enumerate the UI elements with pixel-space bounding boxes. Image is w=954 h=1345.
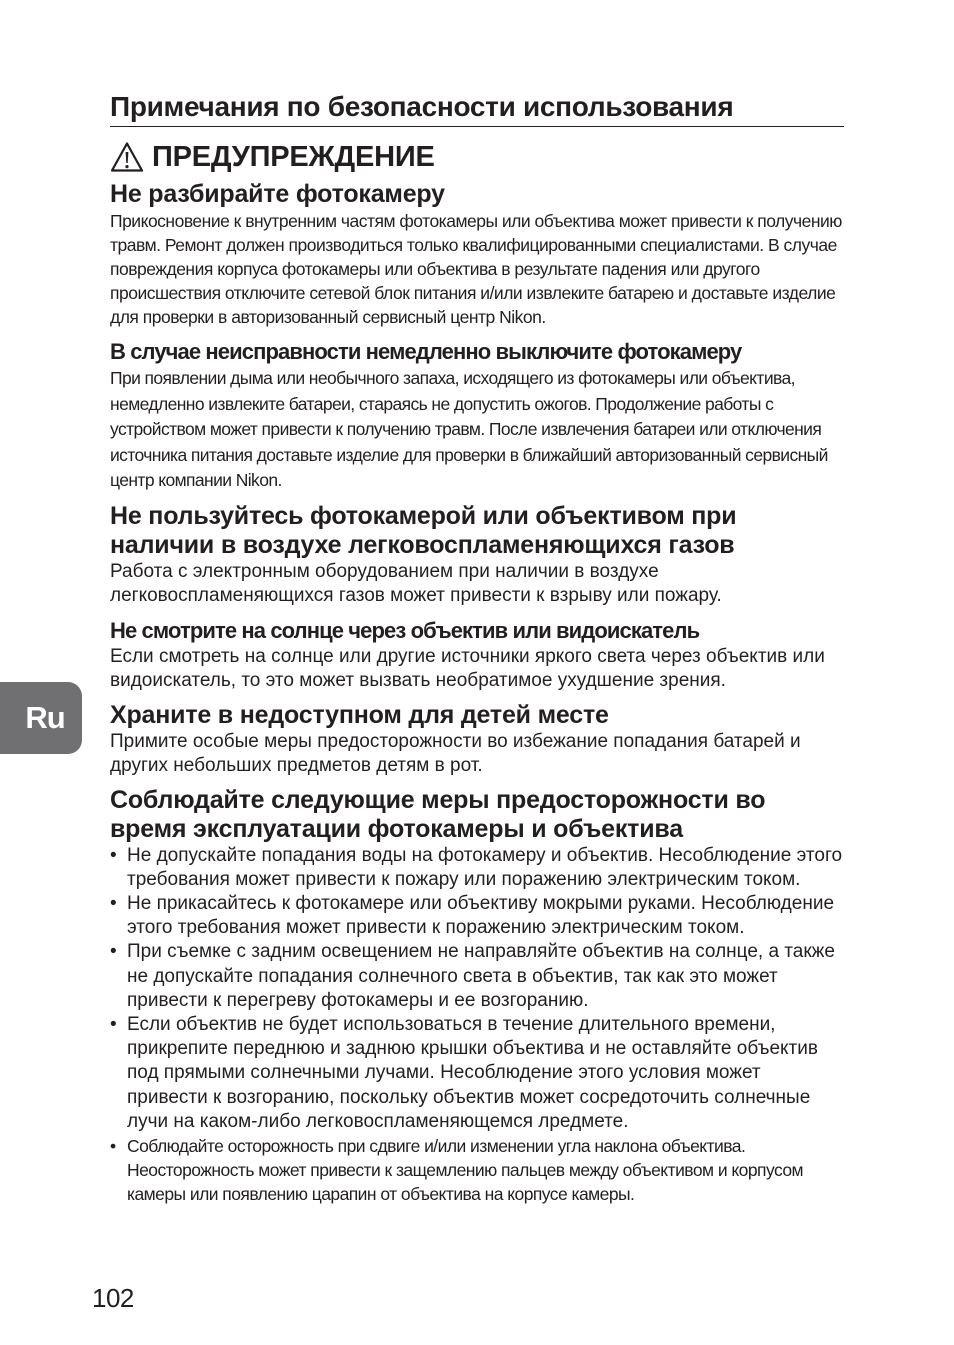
section-heading: Не разбирайте фотокамеру [110, 180, 445, 208]
section-malfunction [110, 337, 844, 494]
language-tab [0, 682, 82, 754]
section-text: Прикосновение к внутренним частям фотокамеры или объектива может привести к получению травм. Ремонт должен производиться только квалифицированными специалистами. В случае повреждения корпуса фотокамеры или объектива в результате падения или другого происшествия отключите сетевой блок питания и/или извлеките батарею и доставьте изделие для проверки в авторизованный сервисный центр Nikon. [110, 211, 842, 327]
bullet-icon: • [110, 844, 117, 866]
list-item [110, 892, 844, 940]
content [110, 180, 844, 1207]
bullet-icon: • [110, 941, 117, 963]
bullet-icon: • [110, 892, 117, 914]
list-item [110, 1013, 844, 1134]
warning-triangle-icon [110, 141, 144, 173]
section-text: Работа с электронным оборудованием при наличии в воздухе легковоспламеняющихся газов может привести к взрыву или пожару. [110, 560, 722, 606]
list-item [110, 940, 844, 1013]
list-item-text: Если объектив не будет использоваться в течение длительного времени, прикрепите переднюю и заднюю крышки объектива и не оставляйте объектив под прямыми солнечными лучами. Несоблюдение этого условия может привести к возгоранию, поскольку объектив может сосредоточить солнечные лучи на каком-либо легковоспламеняющемся лредмете. [127, 1013, 818, 1132]
warning-header [110, 139, 435, 175]
list-item-text: Не допускайте попадания воды на фотокамеру и объектив. Несоблюдение этого требования может привести к пожару или поражению электрическим током. [127, 844, 843, 890]
list-item-text: При съемке с задним освещением не направляйте объектив на солнце, а также не допускайте попадания солнечного света в объектив, так как это может привести к перегреву фотокамеры и ее возгоранию. [127, 941, 835, 1011]
warning-title: ПРЕДУПРЕЖДЕНИЕ [152, 141, 435, 173]
bullet-icon: • [110, 1135, 116, 1156]
section-heading: Соблюдайте следующие меры предосторожности во время эксплуатации фотокамеры и объектива [110, 785, 766, 843]
section-disassembly [110, 180, 844, 329]
section-heading: Не пользуйтесь фотокамерой или объективом при наличии в воздухе легковоспламеняющихся газов [110, 501, 737, 559]
section-text: Примите особые меры предосторожности во избежание попадания батарей и других небольших предметов детям в рот. [110, 730, 801, 776]
section-sun-viewing [110, 616, 844, 693]
list-item [110, 1134, 844, 1207]
section-heading: В случае неисправности немедленно выключите фотокамеру [110, 339, 742, 364]
page-number: 102 [92, 1283, 134, 1313]
language-tab-label: Ru [25, 700, 65, 735]
list-item-text: Соблюдайте осторожность при сдвиге и/или изменении угла наклона объектива. Неосторожность может привести к защемлению пальцев между объективом и корпусом камеры или появлению царапин от объектива на корпусе камеры. [127, 1135, 804, 1205]
section-heading: Храните в недоступном для детей месте [110, 700, 609, 729]
precautions-list [110, 844, 844, 1207]
page-title: Примечания по безопасности использования [110, 89, 844, 127]
bullet-icon: • [110, 1013, 117, 1035]
list-item [110, 844, 844, 892]
section-heading: Не смотрите на солнце через объектив или видоискатель [110, 617, 700, 643]
section-text: При появлении дыма или необычного запаха, исходящего из фотокамеры или объектива, немедленно извлеките батареи, стараясь не допустить ожогов. Продолжение работы с устройством может привести к получению травм. После извлечения батареи или отключения источника питания доставьте изделие для проверки в ближайший авторизованный сервисный центр компании Nikon. [110, 368, 828, 490]
section-flammable-gas [110, 502, 844, 608]
section-children [110, 701, 844, 778]
list-item-text: Не прикасайтесь к фотокамере или объективу мокрыми руками. Несоблюдение этого требования может привести к поражению электрическим током. [127, 892, 835, 939]
section-precautions [110, 786, 844, 1207]
section-text: Если смотреть на солнце или другие источники яркого света через объектив или видоискатель, то это может вызвать необратимое ухудшение зрения. [110, 645, 825, 691]
